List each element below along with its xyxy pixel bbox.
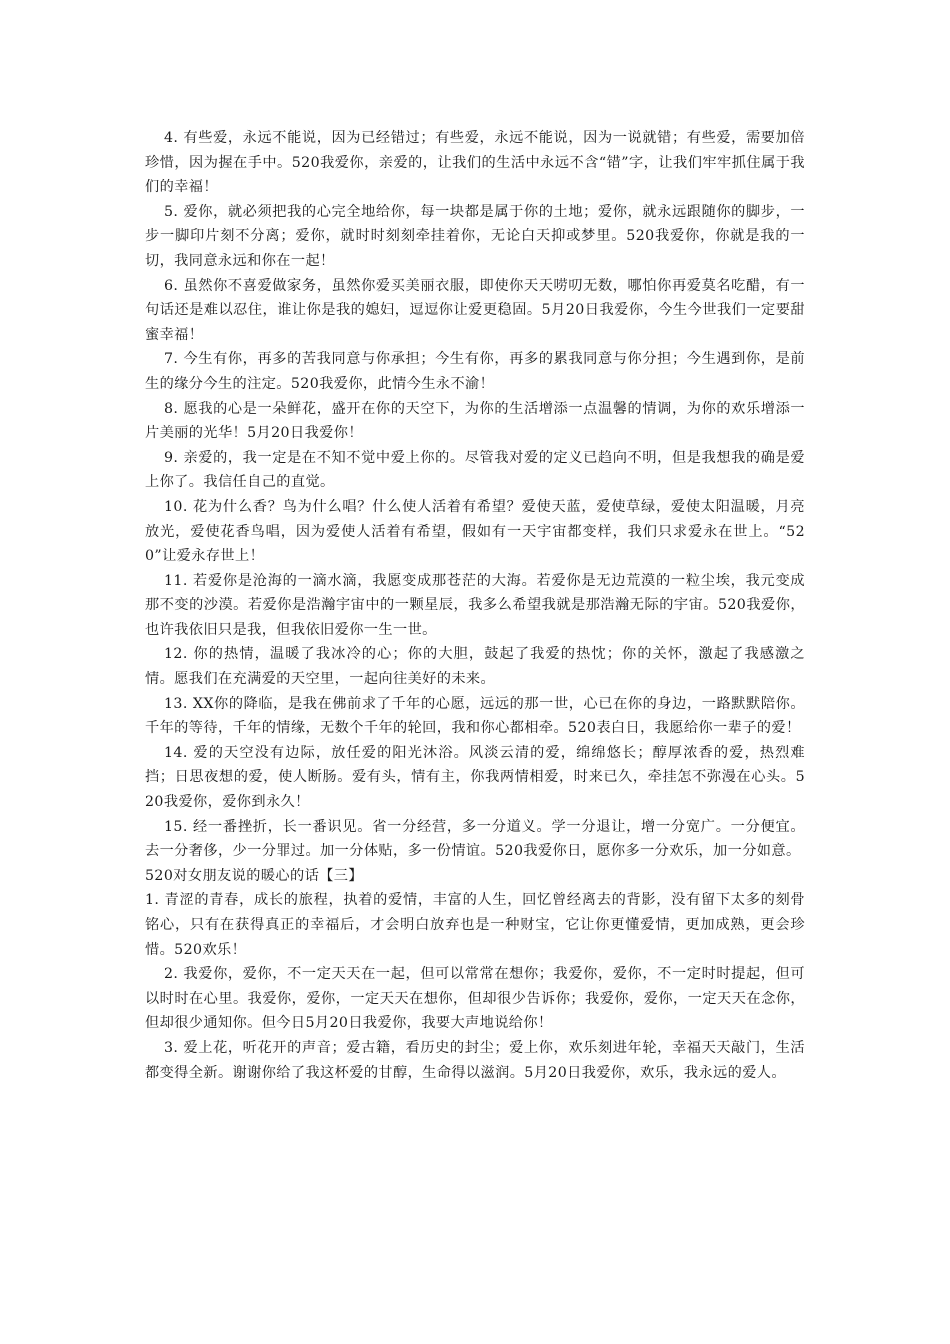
paragraph-12: 12. 你的热情，温暖了我冰冷的心；你的大胆，鼓起了我爱的热忱；你的关怀，激起了我感激之情。愿我们在充满爱的天空里，一起向往美好的未来。	[145, 646, 805, 688]
section3-paragraph-2: 2. 我爱你，爱你，不一定天天在一起，但可以常常在想你；我爱你，爱你，不一定时时提起，但可以时时在心里。我爱你，爱你，一定天天在想你，但却很少告诉你；我爱你，爱你，一定天天在念你，但却很少通知你。但今日5月20日我爱你，我要大声地说给你！	[145, 966, 805, 1032]
section3-paragraph-3: 3. 爱上花，听花开的声音；爱古籍，看历史的封尘；爱上你，欢乐刻进年轮，幸福天天敲门，生活都变得全新。谢谢你给了我这杯爱的甘醇，生命得以滋润。5月20日我爱你，欢乐，我永远的爱人。	[145, 1039, 805, 1081]
paragraph-10: 10. 花为什么香？鸟为什么唱？什么使人活着有希望？爱使天蓝，爱使草绿，爱使太阳温暖，月亮放光，爱使花香鸟唱，因为爱使人活着有希望，假如有一天宇宙都变样，我们只求爱永在世上。“520”让爱永存世上！	[145, 498, 805, 565]
paragraph-8: 8. 愿我的心是一朵鲜花，盛开在你的天空下，为你的生活增添一点温馨的情调，为你的欢乐增添一片美丽的光华！5月20日我爱你！	[145, 400, 805, 442]
paragraph-13: 13. XX你的降临，是我在佛前求了千年的心愿，远远的那一世，心已在你的身边，一路默默陪你。千年的等待，千年的情缘，无数个千年的轮回，我和你心都相牵。520表白日，我愿给你一辈子的爱！	[145, 695, 805, 737]
paragraph-7: 7. 今生有你，再多的苦我同意与你承担；今生有你，再多的累我同意与你分担；今生遇到你，是前生的缘分今生的注定。520我爱你，此情今生永不渝！	[145, 351, 805, 392]
paragraph-9: 9. 亲爱的，我一定是在不知不觉中爱上你的。尽管我对爱的定义已趋向不明，但是我想我的确是爱上你了。我信任自己的直觉。	[145, 449, 805, 491]
paragraph-11: 11. 若爱你是沧海的一滴水滴，我愿变成那苍茫的大海。若爱你是无边荒漠的一粒尘埃，我元变成那不变的沙漠。若爱你是浩瀚宇宙中的一颗星辰，我多么希望我就是那浩瀚无际的宇宙。520我爱你，也许我依旧只是我，但我依旧爱你一生一世。	[145, 572, 805, 638]
paragraph-4: 4. 有些爱，永远不能说，因为已经错过；有些爱，永远不能说，因为一说就错；有些爱，需要加倍珍惜，因为握在手中。520我爱你，亲爱的，让我们的生活中永远不含“错”字，让我们牢牢抓住属于我们的幸福！	[145, 130, 805, 196]
paragraph-15: 15. 经一番挫折，长一番识见。省一分经营，多一分道义。学一分退让，增一分宽广。一分便宜。去一分奢侈，少一分罪过。加一分体贴，多一份情谊。520我爱你日，愿你多一分欢乐，加一分如意。	[145, 818, 805, 860]
paragraph-14: 14. 爱的天空没有边际，放任爱的阳光沐浴。风淡云清的爱，绵绵悠长；醇厚浓香的爱，热烈难挡；日思夜想的爱，使人断肠。爱有头，情有主，你我两情相爱，时来已久，牵挂怎不弥漫在心头。520我爱你，爱你到永久！	[145, 744, 805, 811]
section3-paragraph-1: 1. 青涩的青春，成长的旅程，执着的爱情，丰富的人生，回忆曾经离去的背影，没有留下太多的刻骨铭心，只有在获得真正的幸福后，才会明白放弃也是一种财宝，它让你更懂爱情，更加成熟，更会珍惜。520欢乐！	[145, 892, 805, 958]
section-heading-3: 520对女朋友说的暖心的话【三】	[145, 867, 363, 884]
paragraph-5: 5. 爱你，就必须把我的心完全地给你，每一块都是属于你的土地；爱你，就永远跟随你的脚步，一步一脚印片刻不分离；爱你，就时时刻刻牵挂着你，无论白天抑或梦里。520我爱你，你就是我的一切，我同意永远和你在一起！	[145, 203, 805, 269]
document-body	[145, 126, 805, 1085]
paragraph-6: 6. 虽然你不喜爱做家务，虽然你爱买美丽衣服，即使你天天唠叨无数，哪怕你再爱莫名吃醋，有一句话还是难以忍住，谁让你是我的媳妇，逗逗你让爱更稳固。5月20日我爱你，今生今世我们一定要甜蜜幸福！	[145, 277, 805, 343]
